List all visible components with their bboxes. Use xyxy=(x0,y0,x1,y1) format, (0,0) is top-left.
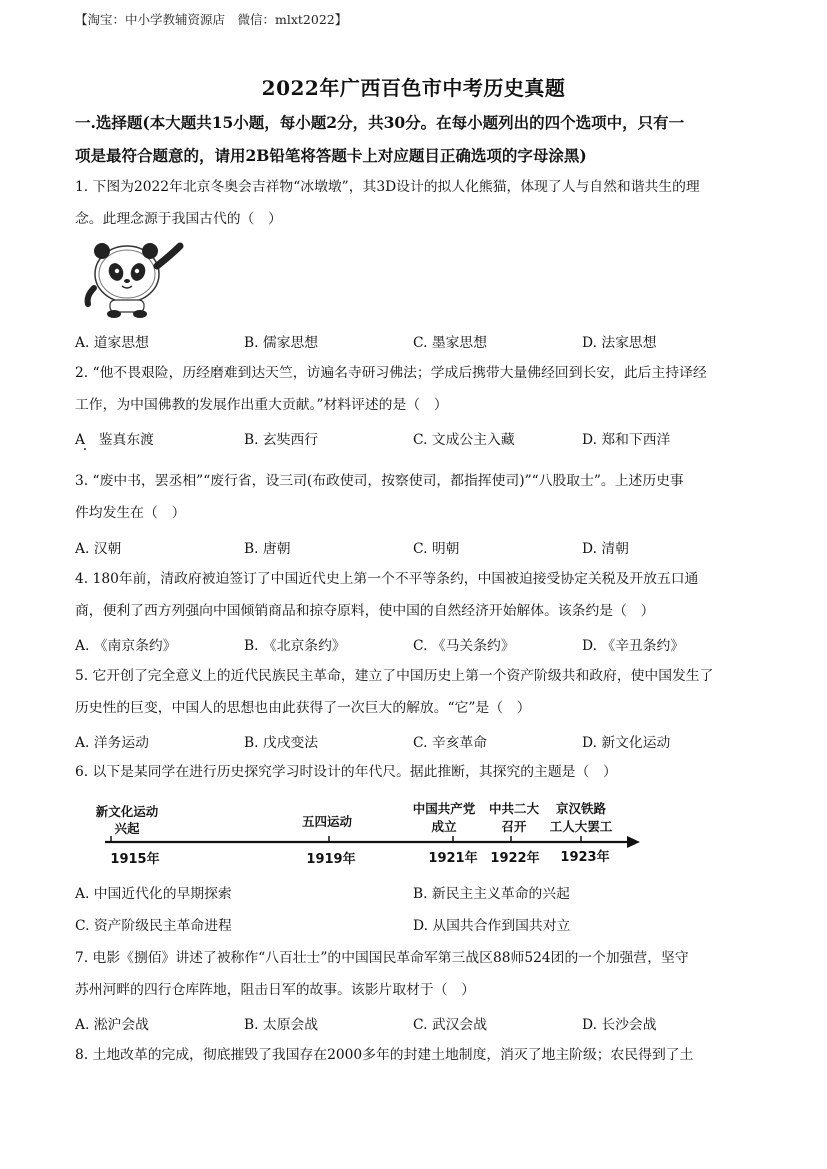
stray-dot xyxy=(84,448,86,450)
q4-option-a[interactable]: A. 《南京条约》 xyxy=(75,638,177,654)
q3-options xyxy=(75,537,755,561)
q2-options xyxy=(75,428,755,452)
q7-option-b[interactable]: B. 太原会战 xyxy=(244,1017,319,1033)
q7-stem-line2: 苏州河畔的四行仓库阵地，阻击日军的故事。该影片取材于（ ） xyxy=(75,981,476,998)
q6-options-row2 xyxy=(75,914,755,938)
q6-option-c[interactable]: C. 资产阶级民主革命进程 xyxy=(75,918,232,934)
timeline-event-1-label1: 新文化运动 xyxy=(95,804,159,819)
timeline-arrow xyxy=(627,836,640,848)
section-instructions-line2: 项是最符合题意的，请用2B铅笔将答题卡上对应题目正确选项的字母涂黑) xyxy=(75,146,587,165)
q2-option-c[interactable]: C. 文成公主入藏 xyxy=(413,432,515,448)
q1-stem-line2: 念。此理念源于我国古代的（ ） xyxy=(75,210,282,227)
q8-stem-line1: 8. 土地改革的完成，彻底摧毁了我国存在2000多年的封建土地制度，消灭了地主阶级；农民得到了土 xyxy=(75,1047,694,1063)
q7-option-d[interactable]: D. 长沙会战 xyxy=(582,1017,657,1033)
q4-option-c[interactable]: C. 《马关条约》 xyxy=(413,638,515,654)
q4-stem-line2: 商，便利了西方列强向中国倾销商品和掠夺原料，使中国的自然经济开始解体。该条约是（ ） xyxy=(75,602,655,619)
q2-option-d[interactable]: D. 郑和下西洋 xyxy=(582,432,671,448)
q2-option-b[interactable]: B. 玄奘西行 xyxy=(244,432,319,448)
q5-stem-line1: 5. 它开创了完全意义上的近代民族民主革命，建立了中国历史上第一个资产阶级共和政府，使中国发生了 xyxy=(75,668,714,684)
q1-stem xyxy=(75,172,755,235)
q7-options xyxy=(75,1013,755,1037)
timeline-ruler xyxy=(75,796,645,874)
timeline-event-1-label2: 兴起 xyxy=(114,821,140,836)
q5-option-d[interactable]: D. 新文化运动 xyxy=(582,735,671,751)
timeline-event-4-label1: 中共二大 xyxy=(488,801,540,816)
q7-stem xyxy=(75,943,755,1006)
q3-option-a[interactable]: A. 汉朝 xyxy=(75,541,122,557)
q1-option-a[interactable]: A. 道家思想 xyxy=(75,335,149,351)
q5-stem-line2: 历史性的巨变，中国人的思想也由此获得了一次巨大的解放。“它”是（ ） xyxy=(75,699,531,716)
q3-stem-line2: 件均发生在（ ） xyxy=(75,504,186,521)
q4-stem xyxy=(75,564,755,627)
timeline-event-3-year: 1921年 xyxy=(428,851,478,866)
q3-option-c[interactable]: C. 明朝 xyxy=(413,541,460,557)
q5-option-c[interactable]: C. 辛亥革命 xyxy=(413,735,488,751)
timeline-event-5-label2: 工人大罢工 xyxy=(549,819,613,834)
q6-option-d[interactable]: D. 从国共合作到国共对立 xyxy=(413,918,571,934)
q1-stem-line1: 1. 下图为2022年北京冬奥会吉祥物“冰墩墩”，其3D设计的拟人化熊猫，体现了人与自然和谐共生的理 xyxy=(75,179,700,195)
timeline-event-3-label1: 中国共产党 xyxy=(412,801,476,816)
q1-option-d[interactable]: D. 法家思想 xyxy=(582,335,657,351)
q6-options-row1 xyxy=(75,882,755,906)
q3-option-d[interactable]: D. 清朝 xyxy=(582,541,629,557)
q6-option-a[interactable]: A. 中国近代化的早期探索 xyxy=(75,886,232,902)
q8-stem xyxy=(75,1040,755,1072)
source-header: 【淘宝：中小学教辅资源店 微信：mlxt2022】 xyxy=(75,12,348,27)
q4-options xyxy=(75,634,755,658)
q5-options xyxy=(75,731,755,755)
q2-stem xyxy=(75,358,755,421)
q4-stem-line1: 4. 180年前，清政府被迫签订了中国近代史上第一个不平等条约，中国被迫接受协定关税及开放五口通 xyxy=(75,571,699,587)
q6-stem xyxy=(75,757,755,789)
q7-stem-line1: 7. 电影《捌佰》讲述了被称作“八百壮士”的中国国民革命军第三战区88师524团的一个加强营，坚守 xyxy=(75,950,689,966)
timeline-event-5-year: 1923年 xyxy=(560,850,610,865)
q7-option-c[interactable]: C. 武汉会战 xyxy=(413,1017,488,1033)
timeline-event-1-year: 1915年 xyxy=(110,852,160,867)
q2-stem-line1: 2. “他不畏艰险，历经磨难到达天竺，访遍名寺研习佛法；学成后携带大量佛经回到长安，此后主持译经 xyxy=(75,365,707,381)
q4-option-b[interactable]: B. 《北京条约》 xyxy=(244,638,346,654)
bing-dwen-dwen-mascot xyxy=(80,240,190,320)
q2-stem-line2: 工作，为中国佛教的发展作出重大贡献。”材料评述的是（ ） xyxy=(75,396,448,413)
q5-stem xyxy=(75,661,755,724)
q1-options xyxy=(75,331,755,355)
q5-option-a[interactable]: A. 洋务运动 xyxy=(75,735,149,751)
q4-option-d[interactable]: D. 《辛丑条约》 xyxy=(582,638,685,654)
timeline-event-5-label1: 京汉铁路 xyxy=(555,801,607,816)
q2-option-a[interactable]: A 鉴真东渡 xyxy=(75,432,154,448)
timeline-event-2-year: 1919年 xyxy=(306,852,356,867)
timeline-event-2-label1: 五四运动 xyxy=(301,814,353,829)
q3-stem xyxy=(75,466,755,529)
q3-option-b[interactable]: B. 唐朝 xyxy=(244,541,291,557)
q3-stem-line1: 3. “废中书，罢丞相”“废行省，设三司(布政使司，按察使司，都指挥使司)”“八股取士”。上述历史事 xyxy=(75,473,684,489)
section-instructions-line1: 一.选择题(本大题共15小题，每小题2分，共30分。在每小题列出的四个选项中，只有一 xyxy=(75,113,685,132)
q6-stem-line1: 6. 以下是某同学在进行历史探究学习时设计的年代尺。据此推断，其探究的主题是（ ） xyxy=(75,764,617,780)
timeline-event-3-label2: 成立 xyxy=(431,819,457,834)
page-title: 2022年广西百色市中考历史真题 xyxy=(261,76,566,100)
timeline-event-4-label2: 召开 xyxy=(501,819,527,834)
q6-option-b[interactable]: B. 新民主主义革命的兴起 xyxy=(413,886,570,902)
q1-option-b[interactable]: B. 儒家思想 xyxy=(244,335,319,351)
q1-option-c[interactable]: C. 墨家思想 xyxy=(413,335,488,351)
q5-option-b[interactable]: B. 戊戌变法 xyxy=(244,735,319,751)
q7-option-a[interactable]: A. 淞沪会战 xyxy=(75,1017,149,1033)
timeline-event-4-year: 1922年 xyxy=(490,851,540,866)
